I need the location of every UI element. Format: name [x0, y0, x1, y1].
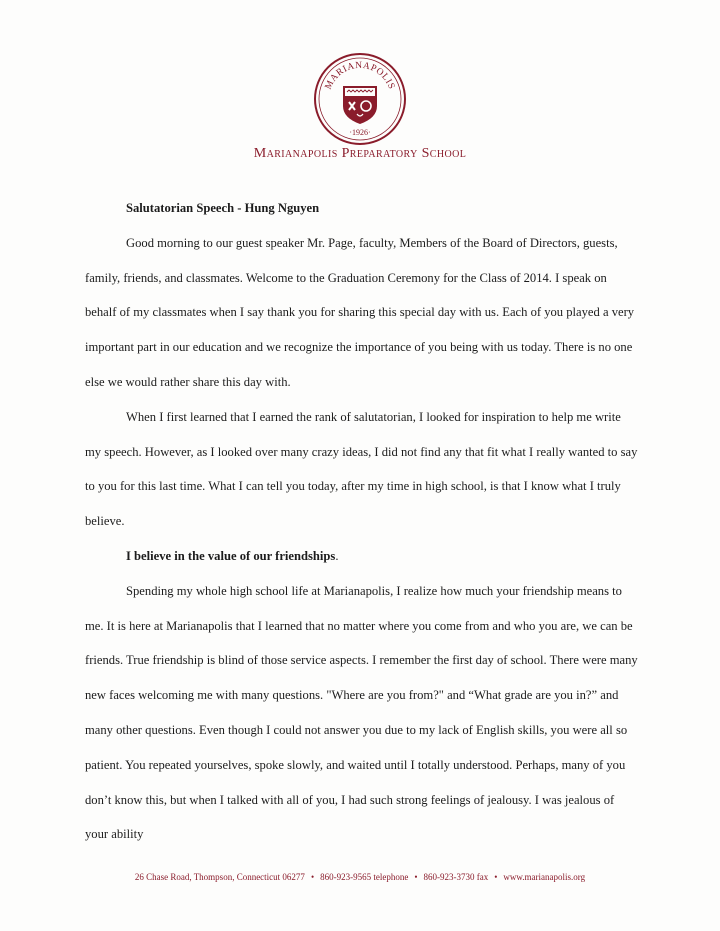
- paragraph-1: Good morning to our guest speaker Mr. Page, faculty, Members of the Board of Directors, guests, family, friends, and classmates. Welcome to the Graduation Ceremony for the Class of 2014. I speak on behalf of my classmates when I say thank you for sharing this special day with us. Each of you played a very important part in our education and we recognize the importance of you being with us today. There is no one else we would rather share this day with.: [85, 235, 635, 389]
- subheading-text: I believe in the value of our friendships: [126, 548, 336, 563]
- footer-website: www.marianapolis.org: [503, 872, 586, 882]
- paragraph-3: Spending my whole high school life at Marianapolis, I realize how much your friendship means to me. It is here at Marianapolis that I learned that no matter where you come from and who you are, we can be friends. True friendship is blind of those service aspects. I remember the first day of school. There were many new faces welcoming me with many questions. "Where are you from?" and “What grade are you in?” and many other questions. Even though I could not answer you due to my lack of English skills, you were all so patient. You repeated yourselves, spoke slowly, and waited until I totally understood. Perhaps, many of you don’t know this, but when I talked with all of you, I had such strong feelings of jealousy. I was jealous of your ability: [85, 583, 638, 842]
- school-name: Marianapolis Preparatory School: [253, 146, 467, 161]
- footer-separator: •: [310, 872, 315, 882]
- subheading: [85, 539, 640, 574]
- speech-body: [85, 191, 640, 852]
- speech-title: Salutatorian Speech - Hung Nguyen: [126, 201, 320, 215]
- footer-fax: 860-923-3730 fax: [423, 872, 489, 882]
- footer-separator: •: [494, 872, 498, 882]
- subheading-period: .: [335, 548, 339, 563]
- school-seal-logo: [313, 52, 407, 146]
- svg-text:MARIANAPOLIS: MARIANAPOLIS: [323, 60, 397, 92]
- svg-text:·1926·: ·1926·: [349, 128, 371, 137]
- footer-telephone: 860-923-9565 telephone: [320, 872, 409, 882]
- paragraph-2: When I first learned that I earned the rank of salutatorian, I looked for inspiration to help me write my speech. However, as I looked over many crazy ideas, I did not find any that fit what I really wanted to say to you for this last time. What I can tell you today, after my time in high school, is that I know what I truly believe.: [85, 409, 638, 529]
- letterhead-footer: [0, 872, 720, 882]
- footer-address: 26 Chase Road, Thompson, Connecticut 06277: [134, 872, 305, 882]
- footer-separator: •: [414, 872, 418, 882]
